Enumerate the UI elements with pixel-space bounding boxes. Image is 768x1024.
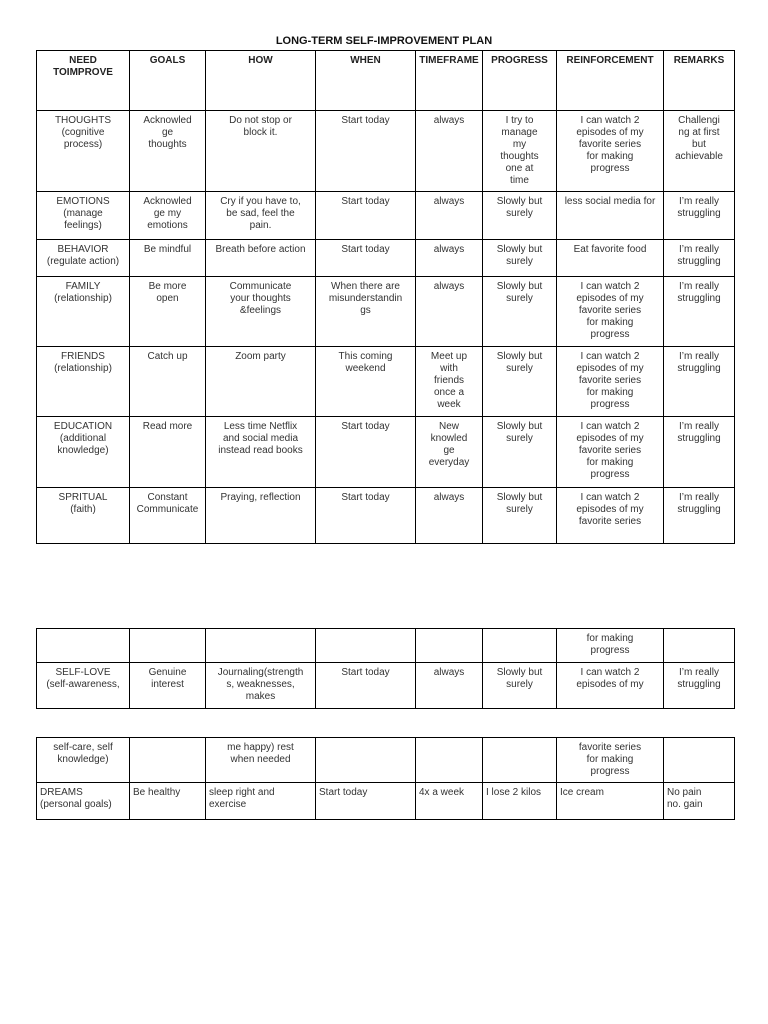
cell-time-frame — [416, 417, 483, 488]
cell-goals — [130, 417, 206, 488]
cell-text: open — [156, 293, 179, 304]
header-when: WHEN — [316, 51, 416, 111]
header-goals: GOALS — [130, 51, 206, 111]
cell-when — [316, 738, 416, 783]
cell-time-frame — [416, 347, 483, 417]
cell-need — [37, 738, 130, 783]
cell-text: surely — [506, 504, 533, 515]
cell-text: I can watch 2 — [580, 667, 640, 678]
cell-text: achievable — [675, 151, 723, 162]
cell-text: friends — [433, 375, 464, 386]
cell-text: EMOTIONS — [56, 196, 110, 207]
cell-text: emotions — [147, 220, 188, 231]
cell-text: Be mindful — [143, 244, 192, 255]
cell-text: Start today — [341, 196, 390, 207]
cell-text: interest — [151, 679, 184, 690]
cell-goals — [130, 192, 206, 240]
cell-need — [37, 192, 130, 240]
cell-progress — [483, 663, 557, 709]
cell-text: New — [438, 421, 459, 432]
cell-remarks — [664, 192, 735, 240]
cell-text: ge — [161, 127, 174, 138]
cell-text: makes — [245, 691, 276, 702]
cell-text: I’m really — [678, 244, 719, 255]
cell-text: Do not stop or — [229, 115, 292, 126]
cell-text: struggling — [677, 679, 721, 690]
cell-reinforcement — [557, 663, 664, 709]
table-row — [37, 488, 735, 544]
cell-text: struggling — [677, 293, 721, 304]
cell-text: thoughts — [500, 151, 539, 162]
cell-how — [206, 629, 316, 663]
cell-text: Slowly but — [496, 196, 543, 207]
header-how: HOW — [206, 51, 316, 111]
cell-goals — [130, 738, 206, 783]
cell-progress — [483, 240, 557, 277]
cell-text: Slowly but — [496, 492, 543, 503]
cell-how — [206, 192, 316, 240]
cell-text: surely — [506, 256, 533, 267]
cell-reinforcement — [557, 192, 664, 240]
cell-text: episodes of my — [576, 504, 644, 515]
cell-goals — [130, 111, 206, 192]
cell-text: Praying, reflection — [220, 492, 301, 503]
cell-when — [316, 347, 416, 417]
cell-need — [37, 277, 130, 347]
cell-time-frame — [416, 192, 483, 240]
cell-when — [316, 629, 416, 663]
cell-text: for making — [586, 151, 634, 162]
cell-text: DREAMS — [40, 787, 83, 798]
cell-text: pain. — [249, 220, 272, 231]
cell-when — [316, 192, 416, 240]
cell-text: SPRITUAL — [58, 492, 108, 503]
table-row — [37, 111, 735, 192]
cell-text: gs — [360, 305, 371, 316]
cell-goals — [130, 629, 206, 663]
cell-text: Start today — [341, 492, 390, 503]
cell-text: for making — [586, 754, 634, 765]
header-time-frame: TIMEFRAME — [416, 51, 483, 111]
cell-text: self-care, self — [53, 742, 113, 753]
cell-text: be sad, feel the — [226, 208, 295, 219]
cell-when — [316, 488, 416, 544]
cell-remarks — [664, 783, 735, 820]
cell-text: Less time Netflix — [223, 421, 298, 432]
cell-text: Be more — [148, 281, 187, 292]
cell-text: 4x a week — [419, 787, 465, 798]
cell-text: struggling — [677, 363, 721, 374]
page-title: LONG-TERM SELF-IMPROVEMENT PLAN — [275, 35, 493, 47]
cell-how — [206, 488, 316, 544]
cell-need — [37, 663, 130, 709]
cell-progress — [483, 277, 557, 347]
cell-text: feelings) — [64, 220, 102, 231]
cell-text: one at — [505, 163, 534, 174]
cell-time-frame — [416, 240, 483, 277]
cell-how — [206, 417, 316, 488]
cell-text: surely — [506, 208, 533, 219]
cell-how — [206, 277, 316, 347]
cell-goals — [130, 347, 206, 417]
cell-text: Eat favorite food — [573, 244, 647, 255]
cell-text: Be healthy — [133, 787, 181, 798]
cell-goals — [130, 663, 206, 709]
cell-text: always — [433, 244, 465, 255]
cell-text: progress — [590, 329, 630, 340]
cell-text: I lose 2 kilos — [486, 787, 542, 798]
cell-text: (cognitive — [61, 127, 105, 138]
cell-text: surely — [506, 293, 533, 304]
cell-text: always — [433, 196, 465, 207]
cell-text: Cry if you have to, — [220, 196, 301, 207]
cell-text: no. gain — [667, 799, 703, 810]
cell-remarks — [664, 240, 735, 277]
cell-text: knowledge) — [57, 445, 109, 456]
cell-text: sleep right and — [209, 787, 275, 798]
cell-text: I’m really — [678, 196, 719, 207]
table-row — [37, 629, 735, 663]
cell-text: (additional — [59, 433, 107, 444]
cell-remarks — [664, 738, 735, 783]
table-row — [37, 417, 735, 488]
cell-progress — [483, 192, 557, 240]
cell-time-frame — [416, 663, 483, 709]
cell-text: struggling — [677, 433, 721, 444]
cell-progress — [483, 417, 557, 488]
cell-text: favorite series — [578, 516, 642, 527]
cell-when — [316, 417, 416, 488]
cell-reinforcement — [557, 347, 664, 417]
header-progress: PROGRESS — [483, 51, 557, 111]
cell-text: (faith) — [70, 504, 96, 515]
cell-text: my — [512, 139, 527, 150]
cell-when — [316, 111, 416, 192]
cell-reinforcement — [557, 111, 664, 192]
cell-reinforcement — [557, 277, 664, 347]
cell-how — [206, 783, 316, 820]
cell-text: I’m really — [678, 281, 719, 292]
cell-text: for making — [586, 317, 634, 328]
cell-text: I try to — [505, 115, 534, 126]
cell-how — [206, 738, 316, 783]
cell-progress — [483, 783, 557, 820]
cell-text: This coming — [338, 351, 393, 362]
cell-text: thoughts — [148, 139, 187, 150]
cell-reinforcement — [557, 488, 664, 544]
cell-text: Start today — [341, 244, 390, 255]
cell-text: with — [440, 363, 458, 374]
cell-need — [37, 488, 130, 544]
cell-remarks — [664, 347, 735, 417]
cell-text: No pain — [667, 787, 702, 798]
cell-text: episodes of my — [576, 127, 644, 138]
cell-need — [37, 629, 130, 663]
cell-text: always — [433, 667, 465, 678]
cell-need — [37, 111, 130, 192]
cell-goals — [130, 277, 206, 347]
cell-text: weekend — [345, 363, 386, 374]
cell-text: I can watch 2 — [580, 281, 640, 292]
cell-progress — [483, 488, 557, 544]
cell-progress — [483, 629, 557, 663]
cell-text: process) — [63, 139, 103, 150]
cell-text: Journaling(strength — [217, 667, 304, 678]
header-remarks: REMARKS — [664, 51, 735, 111]
cell-text: episodes of my — [576, 363, 644, 374]
cell-text: FAMILY — [65, 281, 101, 292]
cell-remarks — [664, 488, 735, 544]
cell-text: I can watch 2 — [580, 351, 640, 362]
cell-text: knowled — [430, 433, 468, 444]
cell-text: favorite series — [578, 742, 642, 753]
cell-text: episodes of my — [576, 433, 644, 444]
cell-text: Ice cream — [560, 787, 604, 798]
cell-text: progress — [590, 469, 630, 480]
cell-text: (self-awareness, — [46, 679, 120, 690]
cell-text: exercise — [209, 799, 247, 810]
cell-goals — [130, 240, 206, 277]
cell-text: favorite series — [578, 305, 642, 316]
cell-text: but — [692, 139, 706, 150]
cell-text: instead read books — [218, 445, 303, 456]
cell-text: Start today — [341, 667, 390, 678]
cell-need — [37, 783, 130, 820]
cell-text: always — [433, 492, 465, 503]
cell-need — [37, 347, 130, 417]
cell-text: When there are — [331, 281, 400, 292]
cell-text: favorite series — [578, 139, 642, 150]
cell-text: for making — [586, 457, 634, 468]
cell-text: Slowly but — [496, 351, 543, 362]
plan-table — [36, 50, 735, 544]
cell-text: Genuine — [148, 667, 187, 678]
cell-time-frame — [416, 783, 483, 820]
cell-text: episodes of my — [576, 293, 644, 304]
cell-goals — [130, 783, 206, 820]
cell-text: less social media for — [564, 196, 656, 207]
cell-text: I’m really — [678, 351, 719, 362]
cell-text: ge — [443, 445, 455, 456]
cell-text: Slowly but — [496, 667, 543, 678]
cell-text: (personal goals) — [40, 799, 112, 810]
cell-text: Acknowled — [143, 115, 192, 126]
cell-text: progress — [590, 399, 630, 410]
cell-text: Meet up — [430, 351, 468, 362]
cell-text: surely — [506, 433, 533, 444]
cell-goals — [130, 488, 206, 544]
cell-text: (relationship) — [54, 293, 112, 304]
header-reinforcement: REINFORCEMENT — [557, 51, 664, 111]
cell-how — [206, 240, 316, 277]
cell-text: Acknowled — [143, 196, 192, 207]
cell-text: I can watch 2 — [580, 115, 640, 126]
cell-time-frame — [416, 111, 483, 192]
cell-text: (relationship) — [54, 363, 112, 374]
cell-text: THOUGHTS — [54, 115, 112, 126]
cell-remarks — [664, 111, 735, 192]
header-need-to-improve: NEED TOIMPROVE — [37, 51, 130, 111]
cell-text: Start today — [341, 115, 390, 126]
cell-text: me happy) rest — [227, 742, 294, 753]
cell-text: struggling — [677, 504, 721, 515]
cell-text: I’m really — [678, 667, 719, 678]
cell-text: your thoughts — [230, 293, 291, 304]
cell-text: Constant — [147, 492, 188, 503]
cell-remarks — [664, 277, 735, 347]
cell-text: SELF-LOVE — [55, 667, 111, 678]
table-row — [37, 240, 735, 277]
cell-text: episodes of my — [576, 679, 644, 690]
cell-progress — [483, 111, 557, 192]
cell-text: Communicate — [136, 504, 199, 515]
cell-text: ng at first — [678, 127, 720, 138]
cell-text: BEHAVIOR — [57, 244, 109, 255]
cell-text: always — [433, 281, 465, 292]
cell-text: Catch up — [147, 351, 188, 362]
cell-progress — [483, 347, 557, 417]
table-row — [37, 738, 735, 783]
table-row — [37, 663, 735, 709]
cell-text: Slowly but — [496, 281, 543, 292]
plan-table-continued-2 — [36, 737, 735, 820]
cell-text: Slowly but — [496, 244, 543, 255]
cell-text: surely — [506, 363, 533, 374]
table-row — [37, 277, 735, 347]
cell-reinforcement — [557, 738, 664, 783]
cell-how — [206, 347, 316, 417]
cell-time-frame — [416, 277, 483, 347]
cell-text: always — [433, 115, 465, 126]
cell-reinforcement — [557, 783, 664, 820]
cell-text: everyday — [428, 457, 470, 468]
cell-text: knowledge) — [57, 754, 109, 765]
cell-text: once a — [433, 387, 465, 398]
cell-text: Breath before action — [215, 244, 306, 255]
cell-time-frame — [416, 738, 483, 783]
cell-text: Slowly but — [496, 421, 543, 432]
cell-text: Communicate — [229, 281, 292, 292]
cell-text: and social media — [222, 433, 299, 444]
cell-need — [37, 417, 130, 488]
cell-text: I’m really — [678, 421, 719, 432]
cell-when — [316, 783, 416, 820]
cell-need — [37, 240, 130, 277]
table-row — [37, 783, 735, 820]
cell-text: I’m really — [678, 492, 719, 503]
cell-text: block it. — [243, 127, 278, 138]
cell-remarks — [664, 417, 735, 488]
cell-text: FRIENDS — [61, 351, 105, 362]
cell-text: I can watch 2 — [580, 421, 640, 432]
cell-text: (manage — [63, 208, 103, 219]
cell-text: Start today — [319, 787, 368, 798]
table-row — [37, 192, 735, 240]
cell-text: struggling — [677, 256, 721, 267]
plan-table-continued — [36, 628, 735, 709]
cell-text: &feelings — [239, 305, 282, 316]
cell-text: struggling — [677, 208, 721, 219]
cell-how — [206, 663, 316, 709]
cell-time-frame — [416, 629, 483, 663]
cell-how — [206, 111, 316, 192]
cell-reinforcement — [557, 417, 664, 488]
cell-text: favorite series — [578, 375, 642, 386]
cell-text: Challengi — [678, 115, 720, 126]
cell-progress — [483, 738, 557, 783]
cell-text: favorite series — [578, 445, 642, 456]
cell-text: for making — [586, 387, 634, 398]
table-row — [37, 347, 735, 417]
cell-text: Start today — [341, 421, 390, 432]
cell-text: s, weaknesses, — [226, 679, 295, 690]
cell-text: progress — [590, 163, 630, 174]
cell-text: progress — [590, 645, 630, 656]
cell-reinforcement — [557, 629, 664, 663]
cell-text: week — [437, 399, 461, 410]
cell-when — [316, 277, 416, 347]
cell-remarks — [664, 629, 735, 663]
cell-text: EDUCATION — [53, 421, 113, 432]
cell-text: time — [510, 175, 529, 186]
cell-text: surely — [506, 679, 533, 690]
cell-text: progress — [590, 766, 630, 777]
cell-text: for making — [586, 633, 634, 644]
cell-when — [316, 663, 416, 709]
cell-text: I can watch 2 — [580, 492, 640, 503]
cell-text: ge my — [153, 208, 182, 219]
cell-time-frame — [416, 488, 483, 544]
cell-reinforcement — [557, 240, 664, 277]
cell-text: Zoom party — [235, 351, 286, 362]
cell-text: (regulate action) — [46, 256, 120, 267]
cell-text: when needed — [230, 754, 291, 765]
cell-when — [316, 240, 416, 277]
cell-text: manage — [501, 127, 538, 138]
cell-text: misunderstandin — [328, 293, 403, 304]
cell-text: Read more — [142, 421, 193, 432]
cell-remarks — [664, 663, 735, 709]
header-row — [37, 51, 735, 111]
